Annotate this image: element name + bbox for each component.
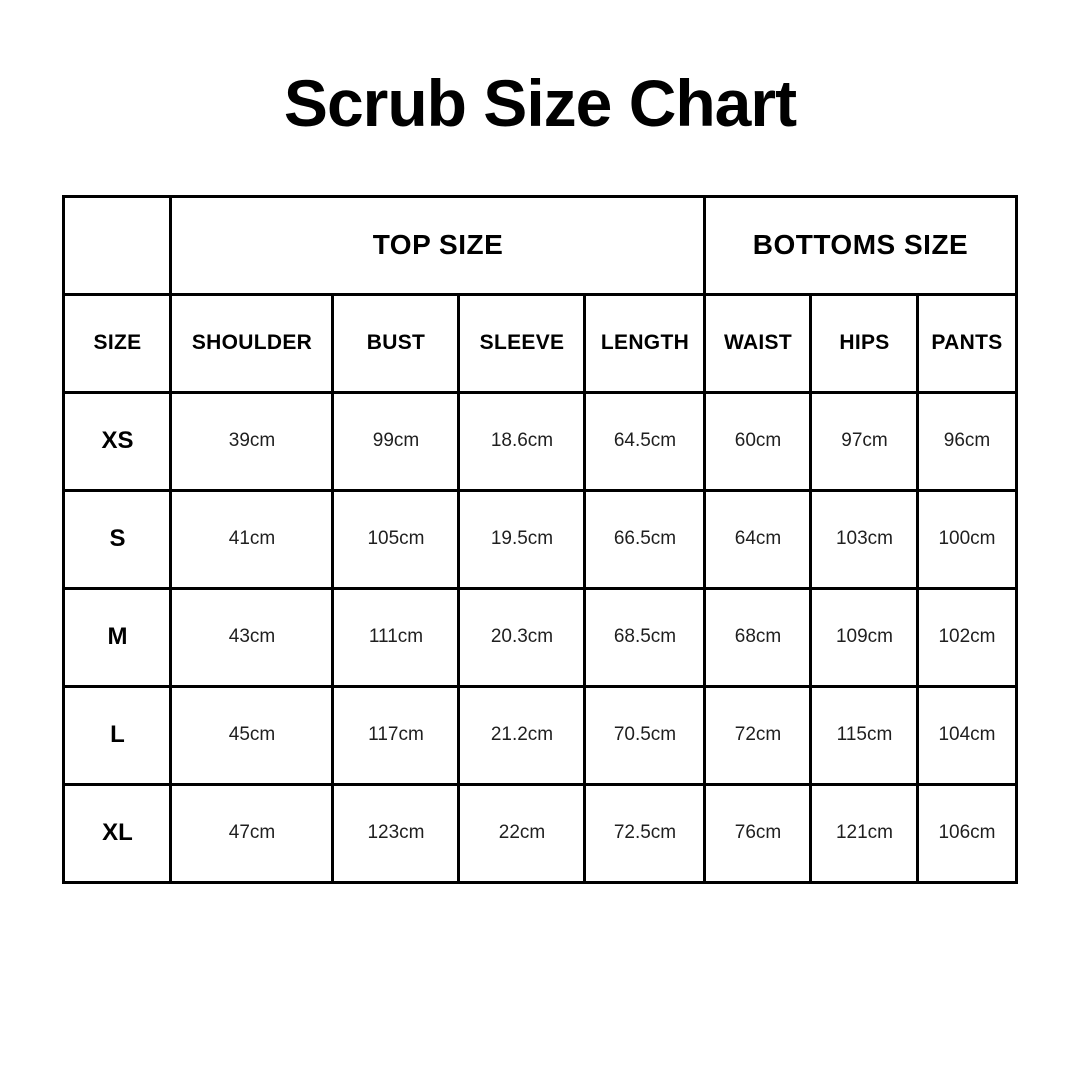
measurement-cell: 96cm [918, 392, 1016, 490]
table-row [64, 490, 1016, 588]
measurement-cell: 19.5cm [459, 490, 585, 588]
measurement-cell: 72.5cm [585, 784, 705, 882]
measurement-cell: 47cm [171, 784, 333, 882]
size-label: S [64, 490, 171, 588]
measurement-cell: 76cm [705, 784, 811, 882]
measurement-cell: 64.5cm [585, 392, 705, 490]
top-size-group-header: TOP SIZE [171, 196, 705, 294]
measurement-cell: 123cm [333, 784, 459, 882]
measurement-cell: 115cm [811, 686, 918, 784]
group-header-row [64, 196, 1016, 294]
measurement-cell: 102cm [918, 588, 1016, 686]
column-header-hips: HIPS [811, 294, 918, 392]
bottoms-size-group-header: BOTTOMS SIZE [705, 196, 1016, 294]
table-body [64, 392, 1016, 882]
measurement-cell: 72cm [705, 686, 811, 784]
measurement-cell: 66.5cm [585, 490, 705, 588]
table-row [64, 392, 1016, 490]
measurement-cell: 64cm [705, 490, 811, 588]
measurement-cell: 111cm [333, 588, 459, 686]
table-row [64, 686, 1016, 784]
measurement-cell: 70.5cm [585, 686, 705, 784]
measurement-cell: 100cm [918, 490, 1016, 588]
measurement-cell: 117cm [333, 686, 459, 784]
column-header-pants: PANTS [918, 294, 1016, 392]
table-row [64, 784, 1016, 882]
table-row [64, 588, 1016, 686]
measurement-cell: 22cm [459, 784, 585, 882]
corner-empty-cell [64, 196, 171, 294]
measurement-cell: 68.5cm [585, 588, 705, 686]
measurement-cell: 68cm [705, 588, 811, 686]
size-label: XS [64, 392, 171, 490]
measurement-cell: 41cm [171, 490, 333, 588]
measurement-cell: 109cm [811, 588, 918, 686]
measurement-cell: 20.3cm [459, 588, 585, 686]
column-header-shoulder: SHOULDER [171, 294, 333, 392]
column-header-bust: BUST [333, 294, 459, 392]
measurement-cell: 105cm [333, 490, 459, 588]
measurement-cell: 103cm [811, 490, 918, 588]
column-header-row [64, 294, 1016, 392]
size-label: XL [64, 784, 171, 882]
size-label: M [64, 588, 171, 686]
column-header-waist: WAIST [705, 294, 811, 392]
measurement-cell: 60cm [705, 392, 811, 490]
measurement-cell: 104cm [918, 686, 1016, 784]
measurement-cell: 97cm [811, 392, 918, 490]
size-chart-table [62, 195, 1017, 884]
measurement-cell: 18.6cm [459, 392, 585, 490]
measurement-cell: 21.2cm [459, 686, 585, 784]
column-header-size: SIZE [64, 294, 171, 392]
page-title: Scrub Size Chart [283, 66, 797, 140]
size-label: L [64, 686, 171, 784]
measurement-cell: 99cm [333, 392, 459, 490]
measurement-cell: 121cm [811, 784, 918, 882]
measurement-cell: 45cm [171, 686, 333, 784]
measurement-cell: 43cm [171, 588, 333, 686]
measurement-cell: 106cm [918, 784, 1016, 882]
column-header-length: LENGTH [585, 294, 705, 392]
column-header-sleeve: SLEEVE [459, 294, 585, 392]
measurement-cell: 39cm [171, 392, 333, 490]
